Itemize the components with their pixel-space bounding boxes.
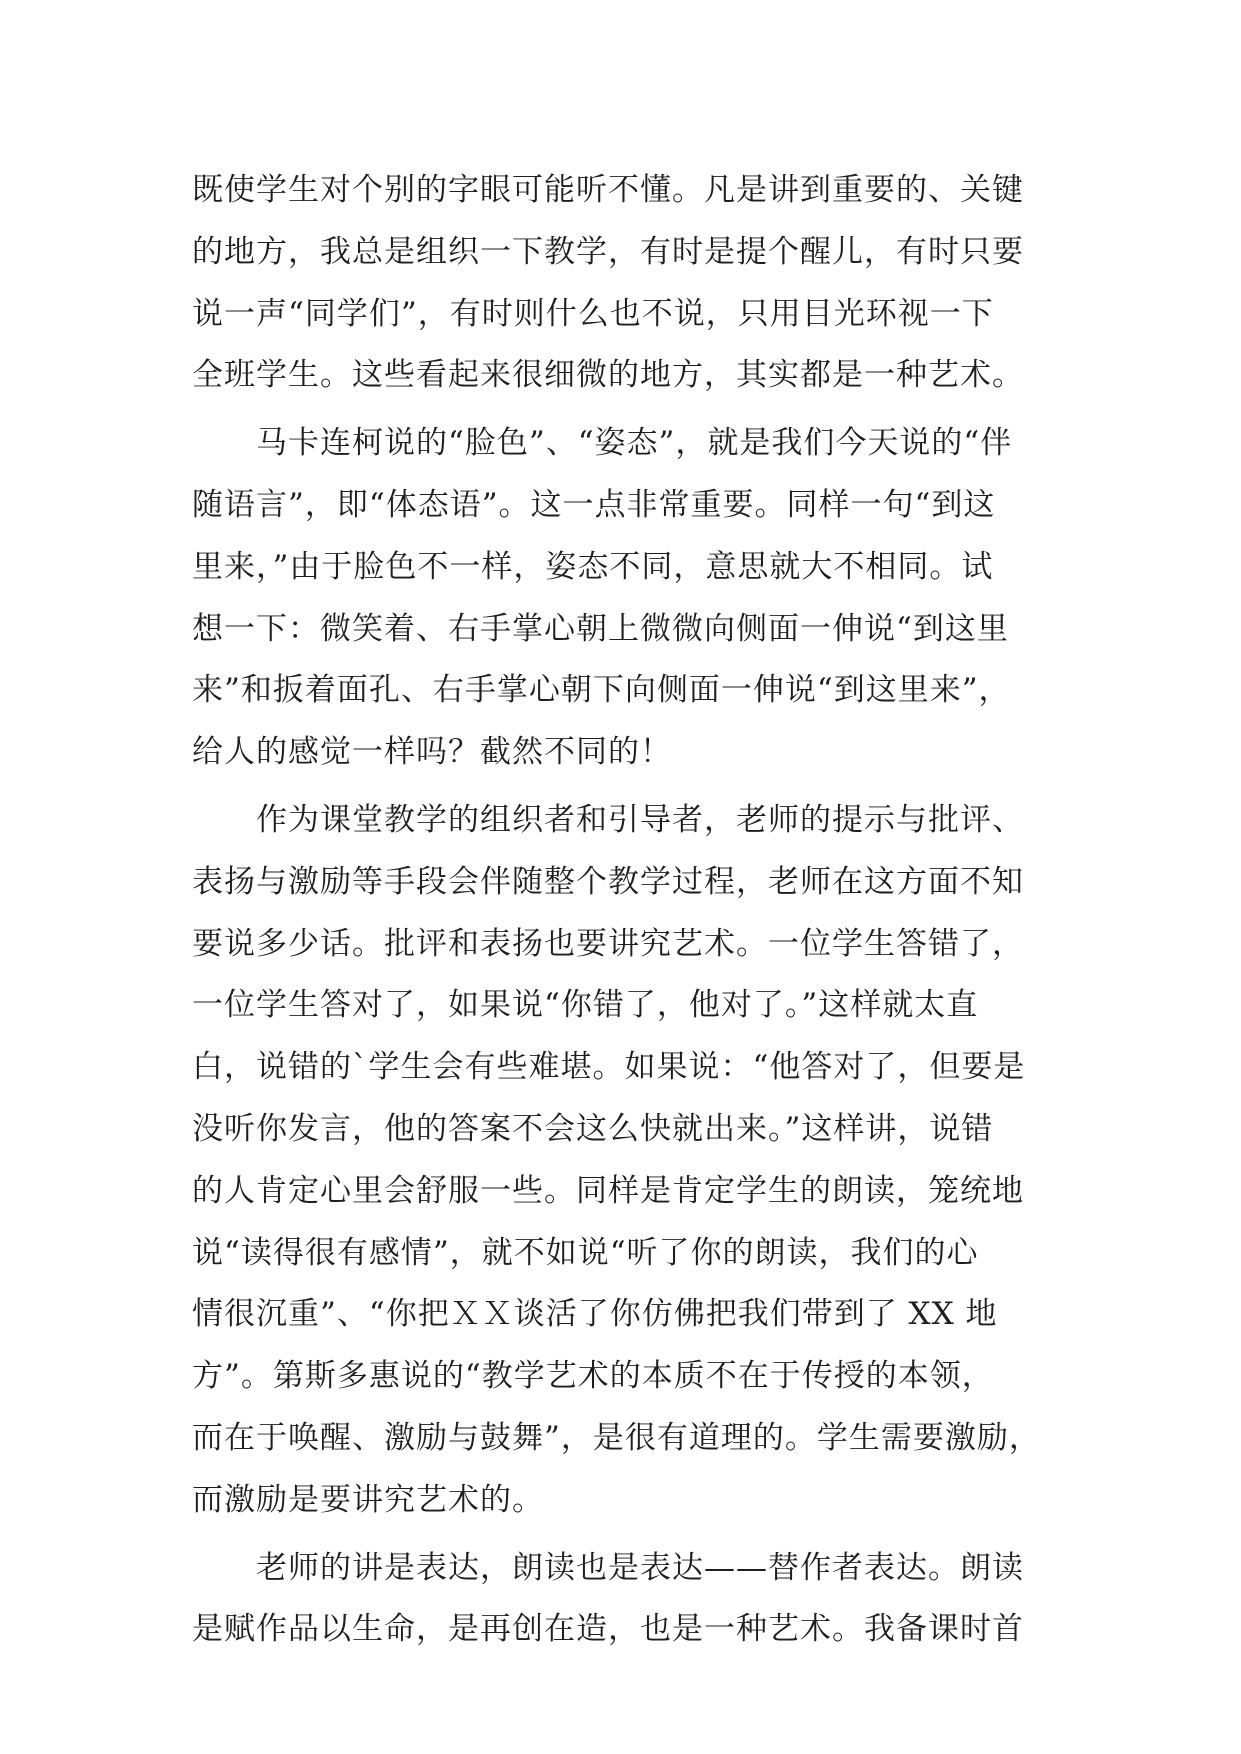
text-line: 没听你发言，他的答案不会这么快就出来。”这样讲，说错 [192,1110,994,1147]
text-line: 情很沉重”、“你把ＸＸ谈活了你仿佛把我们带到了 XX 地 [192,1296,998,1333]
text-line: 说一声“同学们”，有时则什么也不说，只用目光环视一下 [192,295,994,332]
text-line: 说“读得很有感情”，就不如说“听了你的朗读，我们的心 [192,1234,979,1271]
text-line: 全班学生。这些看起来很细微的地方，其实都是一种艺术。 [192,357,1024,394]
text-line: 想一下：微笑着、右手掌心朝上微微向侧面一伸说“到这里 [192,610,1009,647]
text-line: 一位学生答对了，如果说“你错了，他对了。”这样就太直 [192,987,979,1024]
text-line: 给人的感觉一样吗？截然不同的！ [192,734,672,771]
text-line: 而激励是要讲究艺术的。 [192,1481,544,1518]
text-line: 既使学生对个别的字眼可能听不懂。凡是讲到重要的、关键 [192,172,1024,208]
text-line: 随语言”，即“体态语”。这一点非常重要。同样一句“到这 [192,486,996,523]
text-line: 方”。第斯多惠说的“教学艺术的本质不在于传授的本领， [192,1358,994,1395]
text-line: 来”和扳着面孔、右手掌心朝下向侧面一伸说“到这里来”， [192,672,1011,709]
text-line: 白，说错的`学生会有些难堪。如果说：“他答对了，但要是 [192,1049,1026,1086]
text-line: 是赋作品以生命，是再创在造，也是一种艺术。我备课时首 [192,1611,1024,1648]
paragraph-start-line: 作为课堂教学的组织者和引导者，老师的提示与批评、 [256,801,1024,838]
text-line: 里来，”由于脸色不一样，姿态不同，意思就大不相同。试 [192,548,994,585]
text-line: 的地方，我总是组织一下教学，有时是提个醒儿，有时只要 [192,233,1024,270]
text-line: 而在于唤醒、激励与鼓舞”，是很有道理的。学生需要激励， [192,1419,1041,1456]
text-line: 要说多少话。批评和表扬也要讲究艺术。一位学生答错了， [192,925,1024,962]
paragraph-start-line: 马卡连柯说的“脸色”、“姿态”，就是我们今天说的“伴 [256,425,1013,462]
text-line: 表扬与激励等手段会伴随整个教学过程，老师在这方面不知 [192,863,1024,900]
text-line: 的人肯定心里会舒服一些。同样是肯定学生的朗读，笼统地 [192,1172,1024,1209]
paragraph-start-line: 老师的讲是表达，朗读也是表达——替作者表达。朗读 [256,1549,1024,1586]
body-text [192,160,1062,1661]
